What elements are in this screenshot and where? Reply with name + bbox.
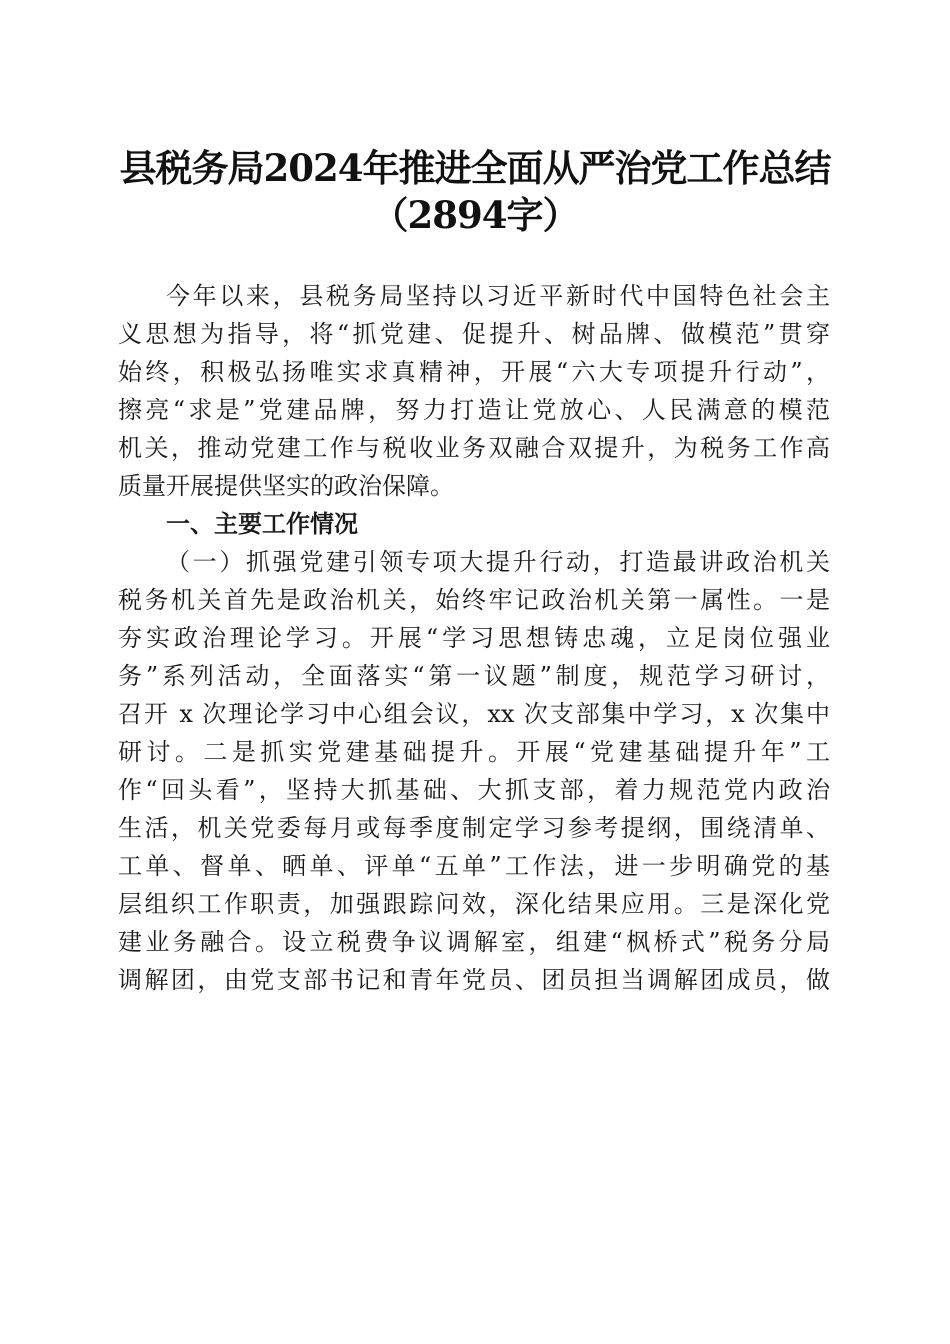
body-line: 机关，推动党建工作与税收业务双融合双提升，为税务工作高 xyxy=(118,434,830,462)
body-line: 作“回头看”，坚持大抓基础、大抓支部，着力规范党内政治 xyxy=(118,776,830,804)
document-title-wordcount: （2894字） xyxy=(371,193,579,237)
body-line: 工单、督单、晒单、评单“五单”工作法，进一步明确党的基 xyxy=(118,852,830,880)
subsection-heading: （一）抓强党建引领专项大提升行动，打造最讲政治机关 xyxy=(166,548,830,576)
body-line: 质量开展提供坚实的政治保障。 xyxy=(118,472,454,500)
body-line: 税务机关首先是政治机关，始终牢记政治机关第一属性。一是 xyxy=(118,586,830,614)
body-line: 建业务融合。设立税费争议调解室，组建“枫桥式”税务分局 xyxy=(118,928,830,956)
body-line: 层组织工作职责，加强跟踪问效，深化结果应用。三是深化党 xyxy=(118,890,830,918)
section-heading: 一、主要工作情况 xyxy=(166,510,358,538)
body-line: 义思想为指导，将“抓党建、促提升、树品牌、做模范”贯穿 xyxy=(118,320,830,348)
body-line: 调解团，由党支部书记和青年党员、团员担当调解团成员，做 xyxy=(118,966,830,994)
body-line: 夯实政治理论学习。开展“学习思想铸忠魂，立足岗位强业 xyxy=(118,624,830,652)
body-line: 研讨。二是抓实党建基础提升。开展“党建基础提升年”工 xyxy=(118,738,830,766)
body-line: 生活，机关党委每月或每季度制定学习参考提纲，围绕清单、 xyxy=(118,814,830,842)
body-line: 今年以来，县税务局坚持以习近平新时代中国特色社会主 xyxy=(166,282,830,310)
document-title: 县税务局2024年推进全面从严治党工作总结 xyxy=(119,146,831,190)
body-line: 擦亮“求是”党建品牌，努力打造让党放心、人民满意的模范 xyxy=(118,396,830,424)
body-line: 召开 x 次理论学习中心组会议，xx 次支部集中学习，x 次集中 xyxy=(118,700,830,728)
document-body xyxy=(118,277,830,999)
body-line: 始终，积极弘扬唯实求真精神，开展“六大专项提升行动”， xyxy=(118,358,830,386)
body-line: 务”系列活动，全面落实“第一议题”制度，规范学习研讨， xyxy=(118,662,830,690)
